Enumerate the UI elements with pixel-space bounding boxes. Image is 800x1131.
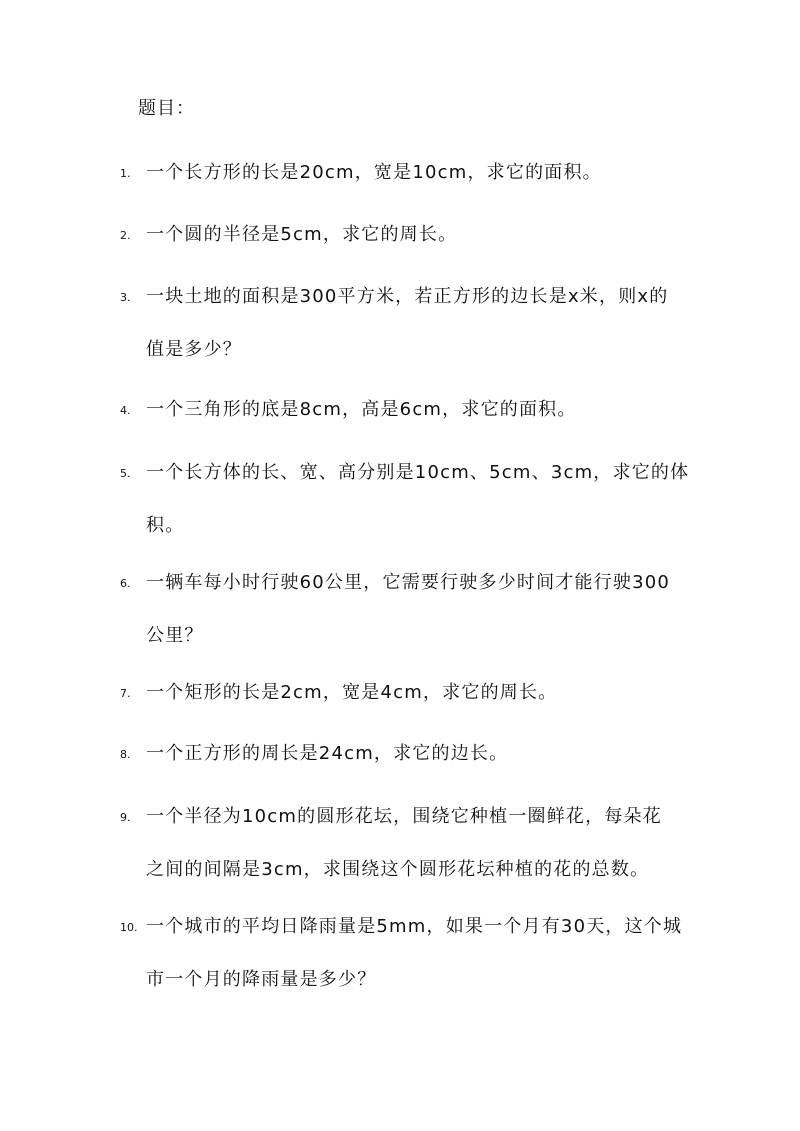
question-text: 一个城市的平均日降雨量是5mm，如果一个月有30天，这个城	[146, 916, 683, 937]
question-number: 1.	[120, 167, 131, 180]
question-text: 一个长方形的长是20cm，宽是10cm，求它的面积。	[146, 162, 602, 183]
question-number: 9.	[120, 811, 131, 824]
question-number: 10.	[120, 921, 138, 934]
question-number: 2.	[120, 229, 131, 242]
question-text: 一个三角形的底是8cm，高是6cm，求它的面积。	[146, 399, 577, 420]
question-number: 5.	[120, 467, 131, 480]
question-text: 一个矩形的长是2cm，宽是4cm，求它的周长。	[146, 682, 558, 703]
question-number: 7.	[120, 687, 131, 700]
question-number: 6.	[120, 577, 131, 590]
question-text: 一个正方形的周长是24cm，求它的边长。	[146, 743, 509, 764]
question-text: 一块土地的面积是300平方米，若正方形的边长是x米，则x的	[146, 286, 669, 307]
question-text-continued: 公里？	[146, 625, 204, 646]
question-number: 8.	[120, 748, 131, 761]
question-text: 一辆车每小时行驶60公里，它需要行驶多少时间才能行驶300	[146, 572, 671, 593]
page-heading: 题目：	[138, 98, 195, 119]
question-text-continued: 之间的间隔是3cm，求围绕这个圆形花坛种植的花的总数。	[146, 859, 650, 880]
question-text-continued: 积。	[146, 515, 185, 536]
question-text: 一个圆的半径是5cm，求它的周长。	[146, 224, 458, 245]
question-number: 4.	[120, 404, 131, 417]
question-number: 3.	[120, 291, 131, 304]
question-text: 一个半径为10cm的圆形花坛，围绕它种植一圈鲜花，每朵花	[146, 806, 662, 827]
question-text-continued: 市一个月的降雨量是多少？	[146, 969, 377, 990]
question-text-continued: 值是多少？	[146, 339, 242, 360]
question-text: 一个长方体的长、宽、高分别是10cm、5cm、3cm，求它的体	[146, 462, 690, 483]
